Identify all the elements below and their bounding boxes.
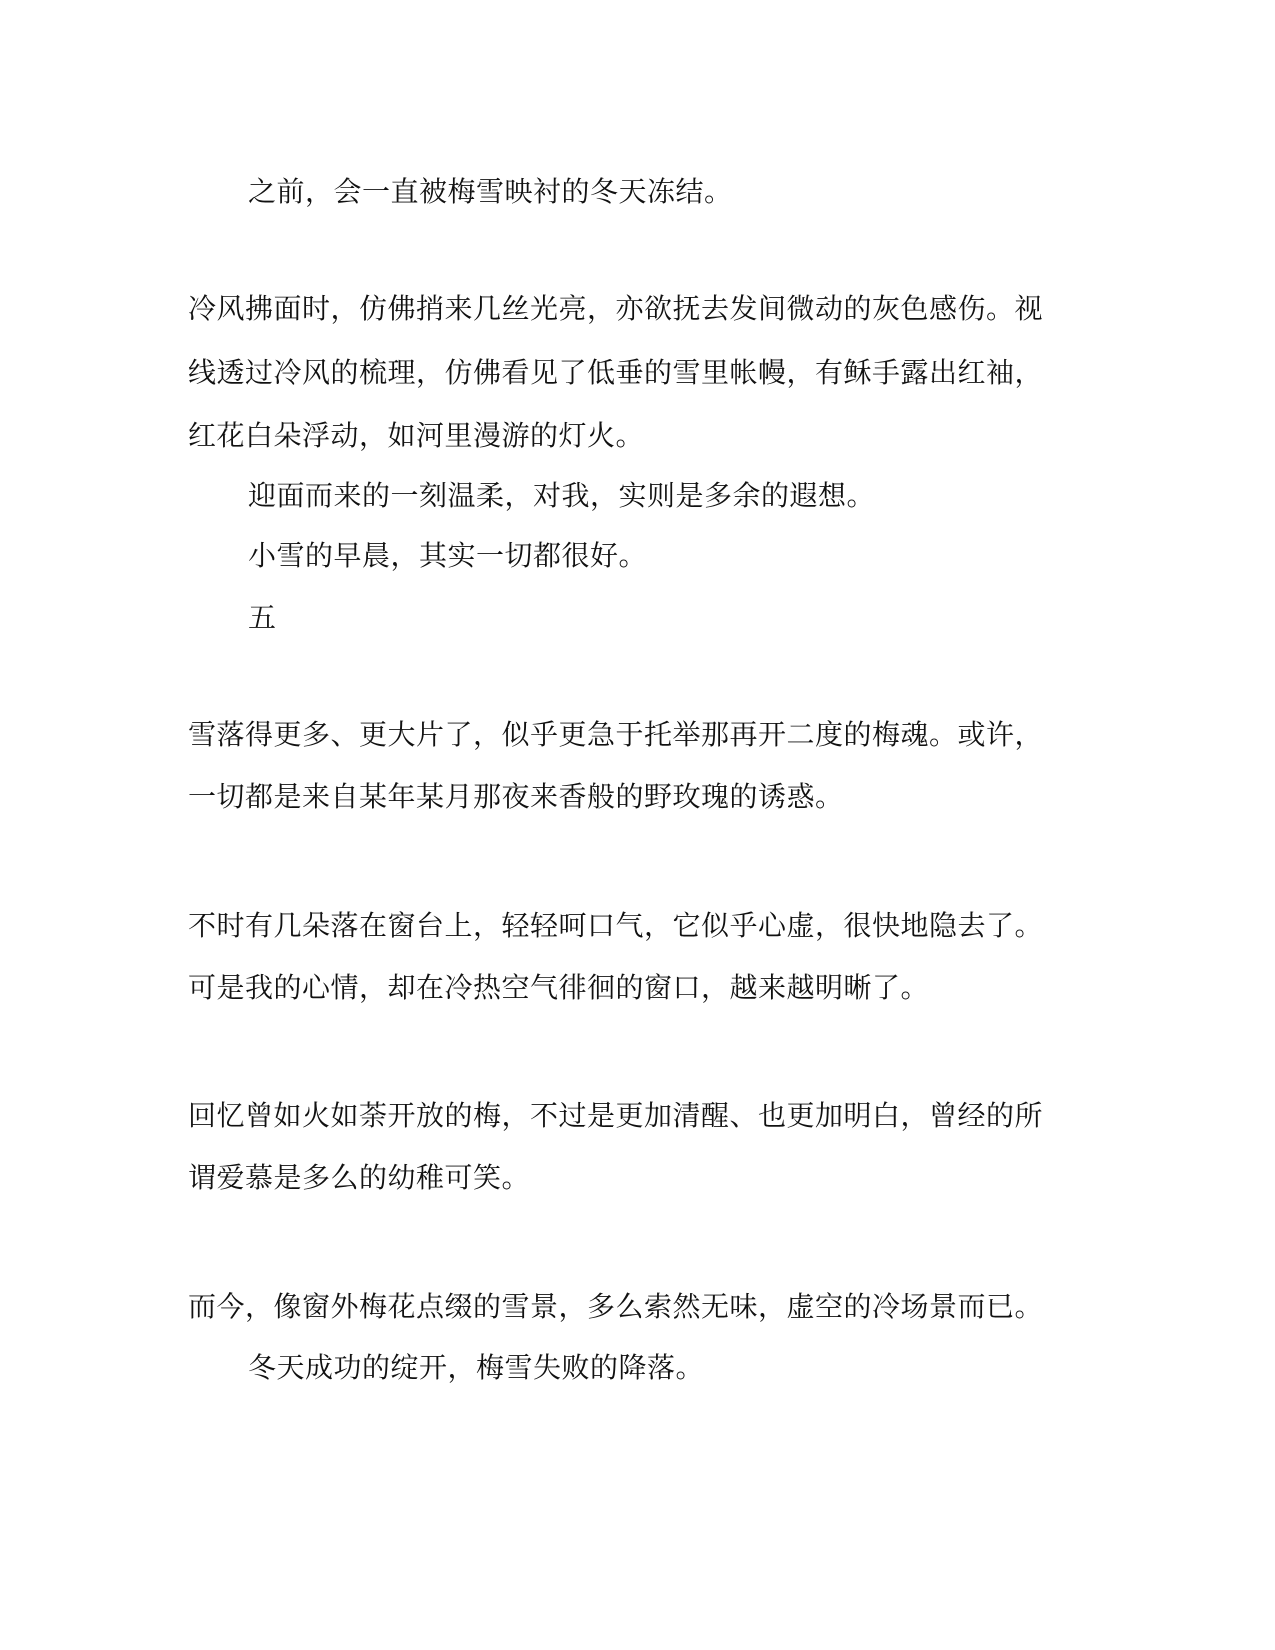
text-line: 雪落得更多、更大片了，似乎更急于托举那再开二度的梅魂。或许， bbox=[188, 718, 1044, 751]
text-line: 回忆曾如火如荼开放的梅，不过是更加清醒、也更加明白，曾经的所 bbox=[188, 1099, 1044, 1132]
text-line: 可是我的心情，却在冷热空气徘徊的窗口，越来越明晰了。 bbox=[188, 971, 930, 1004]
text-line: 冬天成功的绽开，梅雪失败的降落。 bbox=[248, 1351, 705, 1384]
text-line: 而今，像窗外梅花点缀的雪景，多么索然无味，虚空的冷场景而已。 bbox=[188, 1290, 1044, 1323]
text-line: 线透过冷风的梳理，仿佛看见了低垂的雪里帐幔，有稣手露出红袖， bbox=[188, 356, 1044, 389]
section-heading: 五 bbox=[248, 601, 277, 634]
text-line: 红花白朵浮动，如河里漫游的灯火。 bbox=[188, 419, 645, 452]
text-line: 冷风拂面时，仿佛捎来几丝光亮，亦欲抚去发间微动的灰色感伤。视 bbox=[188, 292, 1044, 325]
text-line: 小雪的早晨，其实一切都很好。 bbox=[248, 539, 648, 572]
text-line: 一切都是来自某年某月那夜来香般的野玫瑰的诱惑。 bbox=[188, 780, 844, 813]
text-line: 之前，会一直被梅雪映衬的冬天冻结。 bbox=[248, 175, 733, 208]
text-line: 迎面而来的一刻温柔，对我，实则是多余的遐想。 bbox=[248, 479, 876, 512]
text-line: 不时有几朵落在窗台上，轻轻呵口气，它似乎心虚，很快地隐去了。 bbox=[188, 909, 1044, 942]
text-line: 谓爱慕是多么的幼稚可笑。 bbox=[188, 1161, 531, 1194]
